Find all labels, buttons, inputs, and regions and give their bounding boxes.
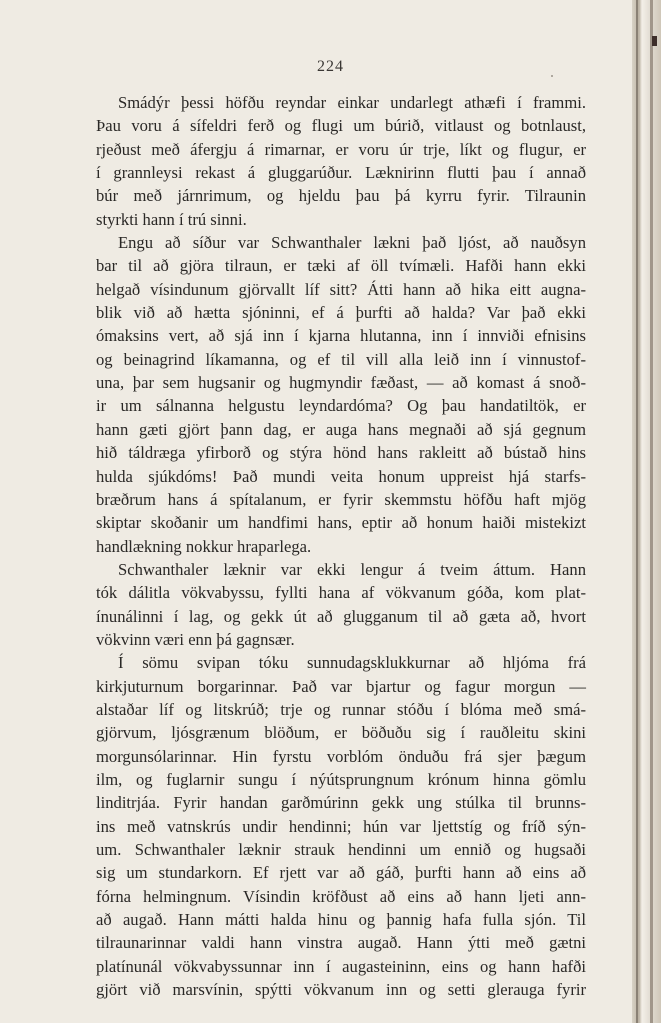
text-line: Engu að síður var Schwanthaler lækni það ljóst, að nauðsyn <box>118 233 586 253</box>
text-line: sig um stundarkorn. Ef rjett var að gáð, þurfti hann að eins að <box>96 863 586 883</box>
text-line: linditrjáa. Fyrir handan garðmúrinn gekk ung stúlka til brunns- <box>96 793 586 813</box>
text-line: hið táldræga yfirborð og stýra hönd hans rakleitt að bústað hins <box>96 443 586 463</box>
text-line: að augað. Hann mátti halda hinu og þannig hafa fulla sjón. Til <box>96 910 586 930</box>
text-line: um. Schwanthaler læknir strauk hendinni um ennið og hugsaði <box>96 840 586 859</box>
page-number: 224 <box>317 58 344 75</box>
text-line: Þau voru á sífeldri ferð og flugi um búrið, vitlaust og botnlaust, <box>96 116 586 136</box>
text-line: Smádýr þessi höfðu reyndar einkar undarlegt athæfi í frammi. <box>118 93 586 112</box>
text-line: gjört við marsvínin, spýtti vökvanum inn og setti gleraugа fyrir <box>96 980 586 1000</box>
text-line: alstaðar líf og litskrúð; trje og runnar stóðu í blóma með smá- <box>96 699 586 719</box>
text-line: una, þar sem hugsanir og hugmyndir fæðast, — að komast á snoð- <box>96 373 586 393</box>
text-line: platínunál vökvabyssunnar inn í augasteininn, eins og hann hafði <box>96 956 586 976</box>
text-line: blik við að hætta sjóninni, ef á þurfti að halda? Var það ekki <box>96 303 586 323</box>
text-line: ómaksins vert, að sjá inn í kjarna hlutanna, inn í innviði efnisins <box>96 326 586 346</box>
text-line: bræðrum hans á spítalanum, er fyrir skemmstu höfðu haft mjög <box>96 489 586 509</box>
text-line: hann gæti gjört þann dag, er auga hans megnaði að sjá gegnum <box>96 419 586 439</box>
body-text <box>96 91 586 1001</box>
text-line: kirkjuturnum borgarinnar. Það var bjartur og fagur morgun — <box>96 676 586 696</box>
text-line: skiptar skoðanir um handfimi hans, eptir að honum haiði mistekizt <box>96 513 586 533</box>
text-line: búr með járnrimum, og hjeldu þau þá kyrru fyrir. Tilraunin <box>96 186 586 206</box>
text-line: rjeðust með áfergju á rimarnar, er voru úr trje, líkt og flugur, er <box>96 139 586 159</box>
text-line: gjörvum, ljósgrænum blöðum, er böðuðu sig í rauðleitu skini <box>96 723 586 743</box>
text-line: ínunálinni í lag, og gekk út að glugganum til að gæta að, hvort <box>96 606 586 626</box>
text-line: Í sömu svipan tóku sunnudagsklukkurnar að hljóma frá <box>118 653 586 673</box>
text-line: bar til að gjöra tilraun, er tæki af öll tvímæli. Hafði hann ekki <box>96 256 586 276</box>
text-line: fórna helmingnum. Vísindin kröfðust að eins að hann ljeti ann- <box>96 886 586 906</box>
text-line: ilm, og fuglarnir sungu í nýútsprungnum krónum hinna gömlu <box>96 769 586 789</box>
text-line: handlækning nokkur hraparlega. <box>96 536 312 556</box>
spine-edge-line <box>636 0 638 1023</box>
text-line: hulda sjúkdóms! Það mundi veita honum uppreist hjá starfs- <box>96 466 586 486</box>
text-line: tilraunarinnar valdi hann vinstra augað. Hann ýtti með gætni <box>96 933 586 953</box>
text-line: tók dálitla vökvabyssu, fyllti hana af vökvanum góða, kom plat- <box>96 583 586 603</box>
text-line: vökvinn væri enn þá gagnsær. <box>96 629 295 649</box>
text-line: ins með vatnskrús undir hendinni; hún var ljettstíg og fríð sýn- <box>96 816 586 836</box>
spine-mark <box>652 36 657 46</box>
text-line: morgunsólarinnar. Hin fyrstu vorblóm önduðu frá sjer þægum <box>96 746 586 766</box>
text-line: í grannleysi rekast á gluggarúður. Læknirinn flutti þau í annað <box>96 163 586 183</box>
text-line: styrkti hann í trú sinni. <box>96 209 247 229</box>
spine-binding-line <box>650 0 653 1023</box>
text-line: helgað vísindunum gjörvallt líf sitt? Átti hann að hika eitt augna- <box>96 279 586 299</box>
text-line: ir um sálnanna helgustu leyndardóma? Og þau handatiltök, er <box>96 396 586 416</box>
text-line: og beinagrind líkamanna, og ef til vill alla leið inn í vinnustof- <box>96 349 586 369</box>
text-line: Schwanthaler læknir var ekki lengur á tveim áttum. Hann <box>118 559 586 579</box>
